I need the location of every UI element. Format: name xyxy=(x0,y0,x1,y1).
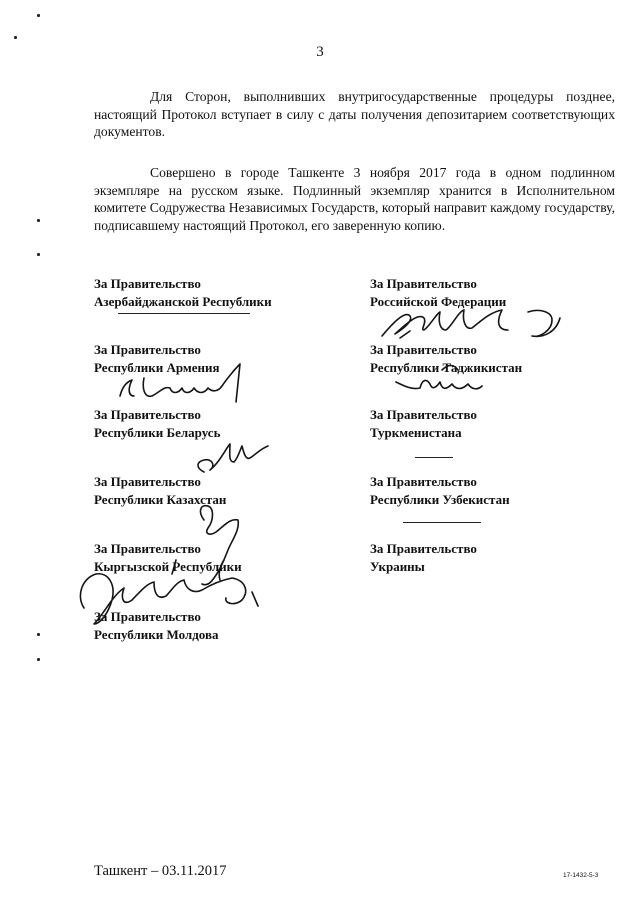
signatory-country: Республики Таджикистан xyxy=(370,360,523,375)
footer-place-date: Ташкент – 03.11.2017 xyxy=(94,863,227,879)
signatory-country: Республики Узбекистан xyxy=(370,492,510,507)
signature-line-azerbaijan xyxy=(118,313,250,314)
signatory-label: За Правительство xyxy=(370,342,477,357)
signatory-label: За Правительство xyxy=(370,276,477,291)
margin-mark xyxy=(14,36,17,39)
margin-mark xyxy=(37,14,40,17)
paragraph-done-at-tashkent: Совершено в городе Ташкенте 3 ноября 2017 года в одном подлинном экземпляре на русском языке. Подлинный экземпляр хранится в Исполнительном комитете Содружества Независимых Государств, который направит каждому государству, подписавшему настоящий Протокол, его заверенную копию. xyxy=(94,165,615,233)
signatory-ukraine xyxy=(370,540,477,576)
signatory-armenia xyxy=(94,341,220,377)
signatory-label: За Правительство xyxy=(94,609,201,624)
paragraph-entry-into-force: Для Сторон, выполнивших внутригосударственные процедуры позднее, настоящий Протокол вступает в силу с даты получения депозитарием соответствующих документов. xyxy=(94,89,615,139)
page-number: 3 xyxy=(316,44,324,60)
signature-belarus xyxy=(198,444,268,472)
signatory-label: За Правительство xyxy=(94,474,201,489)
signatory-label: За Правительство xyxy=(370,407,477,422)
signatory-kazakhstan xyxy=(94,473,226,509)
signatory-country: Республики Казахстан xyxy=(94,492,227,507)
signatory-country: Кыргызской Республики xyxy=(94,559,242,574)
signatory-moldova xyxy=(94,608,218,644)
signatory-label: За Правительство xyxy=(94,541,201,556)
signatory-country: Украины xyxy=(370,559,425,574)
signatory-label: За Правительство xyxy=(94,342,201,357)
signatory-turkmenistan xyxy=(370,406,477,442)
signatory-label: За Правительство xyxy=(370,541,477,556)
signature-russia xyxy=(382,310,560,336)
signatory-country: Республики Армения xyxy=(94,360,220,375)
signatory-azerbaijan xyxy=(94,275,272,311)
signatory-uzbekistan xyxy=(370,473,510,509)
signatory-country: Туркменистана xyxy=(370,425,462,440)
signatory-country: Российской Федерации xyxy=(370,294,507,309)
signatory-label: За Правительство xyxy=(94,407,201,422)
margin-mark xyxy=(37,219,40,222)
signatory-label: За Правительство xyxy=(370,474,477,489)
signatory-tajikistan xyxy=(370,341,522,377)
signatory-country: Азербайджанской Республики xyxy=(94,294,272,309)
signatory-label: За Правительство xyxy=(94,276,201,291)
margin-mark xyxy=(37,253,40,256)
footer-document-code: 17-1432-5-3 xyxy=(563,872,599,879)
signatory-country: Республики Беларусь xyxy=(94,425,221,440)
signature-russia-underline xyxy=(400,331,410,338)
signatory-kyrgyzstan xyxy=(94,540,242,576)
signatory-belarus xyxy=(94,406,220,442)
signature-line-turkmenistan xyxy=(415,457,453,458)
signatory-russia xyxy=(370,275,506,311)
signature-line-uzbekistan xyxy=(403,522,481,523)
signatory-country: Республики Молдова xyxy=(94,627,219,642)
margin-mark xyxy=(37,633,40,636)
margin-mark xyxy=(37,658,40,661)
